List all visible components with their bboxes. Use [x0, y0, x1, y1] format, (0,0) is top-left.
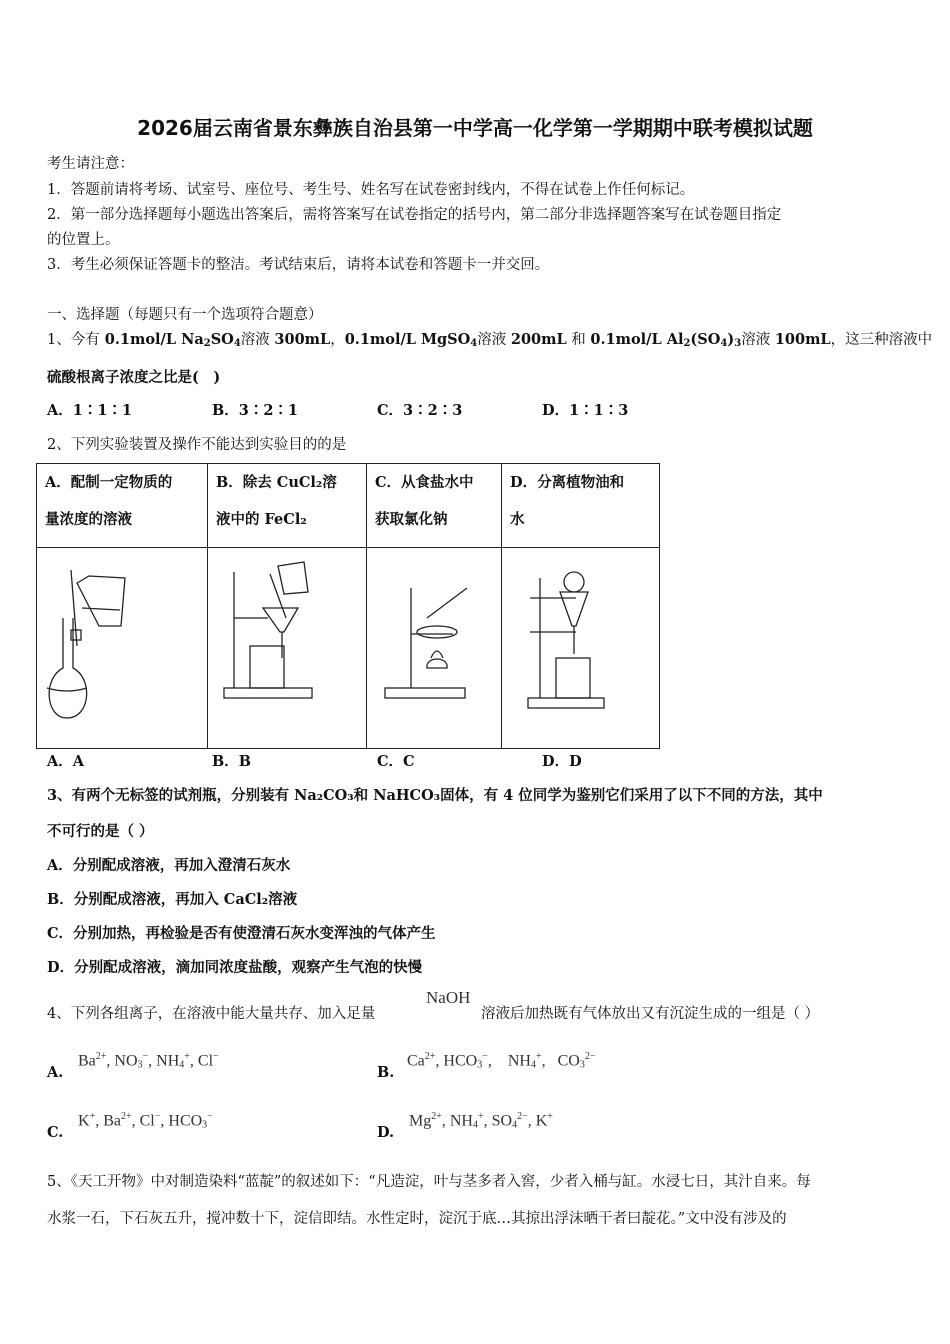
cell-a-caption: A．配制一定物质的 量浓度的溶液: [37, 464, 208, 548]
q2-stem: 2、下列实验装置及操作不能达到实验目的的是: [47, 437, 347, 453]
q3-option-d: D．分别配成溶液，滴加同浓度盐酸，观察产生气泡的快慢: [47, 959, 423, 976]
q3-stem: 3、有两个无标签的试剂瓶，分别装有 Na₂CO₃和 NaHCO₃固体，有 4 位同学为鉴别它们采用了以下不同的方法，其中: [47, 787, 823, 804]
section-heading: 一、选择题（每题只有一个选项符合题意）: [47, 307, 323, 323]
q4-option-b-ions: $Ca^{2+}$, $HCO_3^-$, $NH_4^+$, $CO_3^{2-}$: [407, 1051, 596, 1071]
q1-stem-line2: 硫酸根离子浓度之比是( ): [47, 369, 221, 386]
apparatus-table: [36, 463, 660, 749]
q4-stem-a: 4、下列各组离子，在溶液中能大量共存、加入足量: [47, 1006, 376, 1022]
cell-b-image: [208, 548, 367, 749]
q2-option-c: C．C: [377, 753, 415, 770]
evaporation-icon: [367, 548, 501, 744]
volumetric-flask-icon: [37, 548, 207, 744]
notice-item: 3．考生必须保证答题卡的整洁。考试结束后，请将本试卷和答题卡一并交回。: [47, 257, 550, 273]
q1-stem: 1、今有 0.1mol/L $Na_2SO_4$溶液 300mL，0.1mol/L MgSO$_4$溶液 200mL 和 0.1mol/L $Al_2(SO_4)_3$溶液 100mL，这三种溶液中: [47, 331, 933, 349]
q1-option-a: A．1∶1∶1: [47, 402, 133, 419]
notice-item: 的位置上。: [47, 232, 120, 248]
q1-option-b: B．3∶2∶1: [212, 402, 299, 419]
q4-option-d-label: D.: [377, 1124, 395, 1141]
cell-a-image: [37, 548, 208, 749]
q4-option-a-ions: $Ba^{2+}$, $NO_3^-$, $NH_4^+$, Cl−: [78, 1051, 219, 1071]
cell-d-image: [502, 548, 660, 749]
q3-option-c: C．分别加热，再检验是否有使澄清石灰水变浑浊的气体产生: [47, 925, 436, 942]
page-title: 2026届云南省景东彝族自治县第一中学高一化学第一学期期中联考模拟试题: [137, 116, 813, 140]
q3-option-b: B．分别配成溶液，再加入 CaCl₂溶液: [47, 891, 298, 908]
cell-c-caption: C．从食盐水中 获取氯化钠: [367, 464, 502, 548]
q4-reagent: NaOH: [426, 988, 471, 1007]
q3-stem-line2: 不可行的是（ ）: [47, 823, 154, 840]
q1-prefix: 1、今有: [47, 332, 100, 348]
cell-d-caption: D．分离植物油和 水: [502, 464, 660, 548]
q5-stem: 5、《天工开物》中对制造染料“蓝靛”的叙述如下：“凡造淀，叶与茎多者入窖，少者入桶与缸。水浸七日，其汁自来。每: [47, 1174, 811, 1190]
q4-option-c-ions: K+, $Ba^{2+}$, Cl−, $HCO_3^-$: [78, 1111, 213, 1131]
q1-formula-text: 0.1mol/L $Na_2SO_4$: [99, 331, 241, 349]
q2-option-a: A．A: [47, 753, 85, 770]
notice-item: 1．答题前请将考场、试室号、座位号、考生号、姓名写在试卷密封线内，不得在试卷上作任何标记。: [47, 182, 695, 198]
notice-item: 2．第一部分选择题每小题选出答案后，需将答案写在试卷指定的括号内，第二部分非选择题答案写在试卷题目指定: [47, 207, 782, 223]
q1-option-d: D．1∶1∶3: [542, 402, 629, 419]
filtration-icon: [208, 548, 366, 744]
q5-stem-line2: 水浆一石，下石灰五升，搅冲数十下，淀信即结。水性定时，淀沉于底…其掠出浮沫晒干者曰靛花。”文中没有涉及的: [47, 1211, 787, 1227]
cell-c-image: [367, 548, 502, 749]
cell-b-caption: B．除去 CuCl₂溶 液中的 FeCl₂: [208, 464, 367, 548]
notice-heading: 考生请注意：: [47, 156, 134, 172]
q1-option-c: C．3∶2∶3: [377, 402, 463, 419]
separatory-funnel-icon: [502, 548, 659, 744]
q2-option-b: B．B: [212, 753, 252, 770]
q2-option-d: D．D: [542, 753, 582, 770]
q4-option-b-label: B.: [377, 1064, 395, 1081]
q4-option-a-label: A.: [47, 1064, 64, 1081]
q4-option-c-label: C.: [47, 1124, 64, 1141]
q4-stem-b: 溶液后加热既有气体放出又有沉淀生成的一组是（ ）: [481, 1006, 820, 1022]
q3-option-a: A．分别配成溶液，再加入澄清石灰水: [47, 857, 291, 874]
q4-option-d-ions: $Mg^{2+}$, $NH_4^+$, $SO_4^{2-}$, K+: [409, 1111, 553, 1131]
